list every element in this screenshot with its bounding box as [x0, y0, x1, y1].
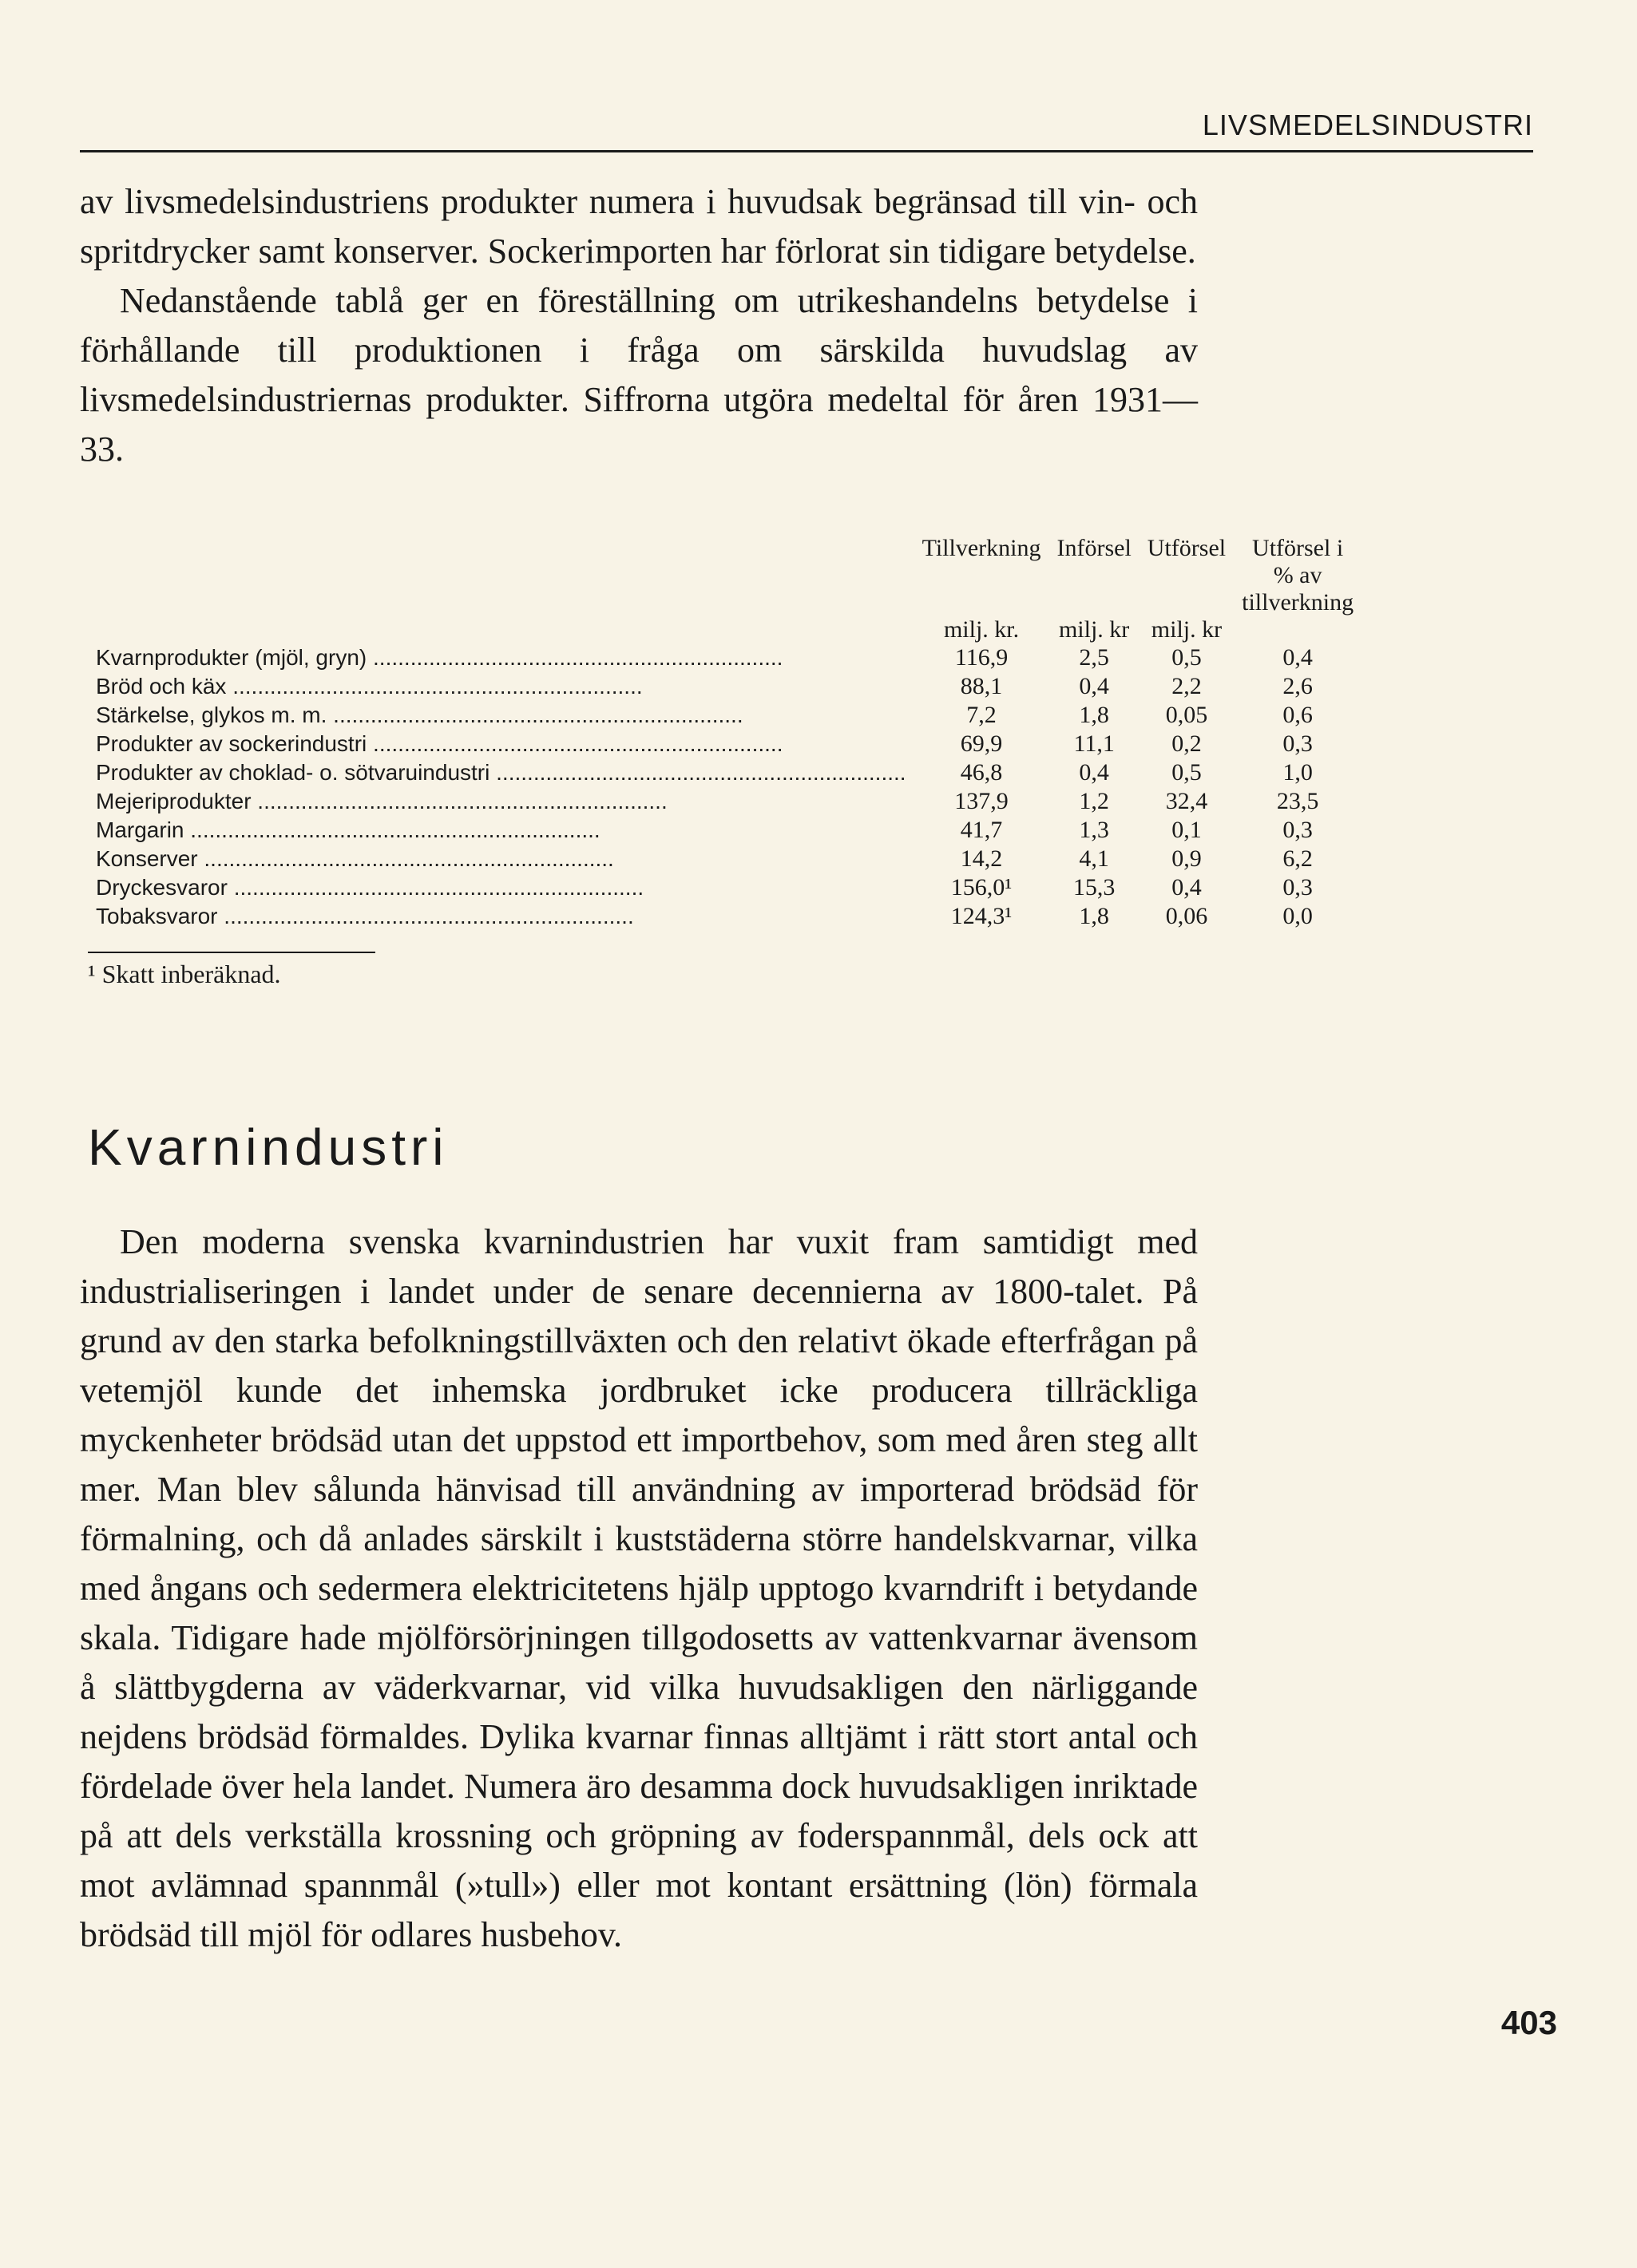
col-header-tillverkning: Tillverkning [922, 535, 1041, 561]
row-value: 0,9 [1171, 845, 1202, 872]
row-value: 1,8 [1079, 903, 1109, 929]
unit-label: milj. kr [1058, 616, 1130, 643]
table-header-row [88, 535, 1362, 616]
unit-label: milj. kr [1151, 616, 1223, 643]
row-value: 6,2 [1282, 845, 1313, 872]
row-value: 2,6 [1282, 673, 1313, 699]
table-row [88, 816, 1362, 845]
row-value: 1,8 [1079, 702, 1109, 728]
table-footnote: ¹ Skatt inberäknad. [88, 952, 375, 989]
intro-paragraph: Nedanstående tablå ger en föreställning om utrikeshandelns betydelse i förhållande till produktionen i fråga om särskilda huvudslag av livsmedelsindustriernas produkter. Siffrorna utgöra medeltal för åren 1931—33. [80, 281, 1198, 469]
row-value: 11,1 [1073, 730, 1115, 757]
table-row [88, 758, 1362, 787]
col-header-utforsel-pct: Utförsel i % av tillverkning [1242, 535, 1354, 615]
row-value: 0,3 [1282, 730, 1313, 757]
row-value: 0,4 [1282, 644, 1313, 671]
page-number: 403 [1500, 2004, 1557, 2041]
table-row [88, 902, 1362, 931]
row-value: 0,3 [1282, 874, 1313, 900]
row-value: 1,3 [1079, 817, 1109, 843]
row-value: 0,05 [1165, 702, 1208, 728]
table-row [88, 701, 1362, 730]
section-body-text [80, 1217, 1198, 1960]
row-value: 137,9 [954, 788, 1009, 814]
row-value: 1,2 [1079, 788, 1109, 814]
row-value: 0,5 [1171, 644, 1202, 671]
row-value: 0,4 [1079, 673, 1109, 699]
intro-paragraph: av livsmedelsindustriens produkter numera i huvudsak begränsad till vin- och spritdrycker samt konserver. Sockerimporten har förlorat sin tidigare betydelse. [80, 182, 1198, 271]
intro-text [80, 177, 1198, 474]
table-body [88, 643, 1362, 931]
row-value: 0,5 [1171, 759, 1202, 786]
row-value: 23,5 [1276, 788, 1319, 814]
row-value: 88,1 [960, 673, 1003, 699]
row-label: Mejeriprodukter ..... [88, 787, 914, 816]
row-value: 116,9 [954, 644, 1009, 671]
table-row [88, 730, 1362, 758]
row-value: 69,9 [960, 730, 1003, 757]
table-units-row [88, 616, 1362, 643]
row-value: 0,6 [1282, 702, 1313, 728]
table-row [88, 873, 1362, 902]
col-header-utforsel: Utförsel [1147, 535, 1227, 561]
running-header-title: LIVSMEDELSINDUSTRI [1202, 109, 1533, 141]
row-value: 0,2 [1171, 730, 1202, 757]
row-value: 124,3¹ [950, 903, 1013, 929]
unit-label: milj. kr. [943, 616, 1020, 643]
row-label: Bröd och käx ..... [88, 672, 914, 701]
row-label: Margarin ..... [88, 816, 914, 845]
row-value: 0,1 [1171, 817, 1202, 843]
row-value: 2,2 [1171, 673, 1202, 699]
row-label: Produkter av choklad- o. sötvaruindustri ..... [88, 758, 914, 787]
row-value: 0,06 [1165, 903, 1208, 929]
row-label: Dryckesvaror ..... [88, 873, 914, 902]
row-value: 32,4 [1165, 788, 1208, 814]
row-label: Tobaksvaror ..... [88, 902, 914, 931]
unit-label [1234, 616, 1362, 643]
table-row [88, 787, 1362, 816]
row-value: 156,0¹ [950, 874, 1013, 900]
row-value: 0,0 [1282, 903, 1313, 929]
row-value: 46,8 [960, 759, 1003, 786]
row-value: 4,1 [1079, 845, 1109, 872]
row-label: Kvarnprodukter (mjöl, gryn) ..... [88, 643, 914, 672]
row-label: Konserver ..... [88, 845, 914, 873]
trade-table-block [88, 535, 1354, 989]
row-value: 2,5 [1079, 644, 1109, 671]
row-label: Produkter av sockerindustri ..... [88, 730, 914, 758]
row-value: 41,7 [960, 817, 1003, 843]
section-heading: Kvarnindustri [88, 1118, 449, 1176]
row-value: 0,4 [1079, 759, 1109, 786]
table-row [88, 672, 1362, 701]
table-row [88, 643, 1362, 672]
col-header-inforsel: Införsel [1056, 535, 1132, 561]
row-value: 15,3 [1072, 874, 1116, 900]
row-value: 1,0 [1282, 759, 1313, 786]
row-value: 0,3 [1282, 817, 1313, 843]
running-header [80, 102, 1533, 152]
row-value: 0,4 [1171, 874, 1202, 900]
row-value: 14,2 [960, 845, 1003, 872]
section-paragraph: Den moderna svenska kvarnindustrien har vuxit fram samtidigt med industrialiseringen i landet under de senare decennierna av 1800-talet. På grund av den starka befolkningstillväxten och den relativt ökade efterfrågan på vetemjöl kunde det inhemska jordbruket icke producera tillräckliga myckenheter brödsäd utan det uppstod ett importbehov, som med åren steg allt mer. Man blev sålunda hänvisad till användning av importerad brödsäd för förmalning, och då anlades särskilt i kuststäderna större handelskvarnar, vilka med ångans och sedermera elektricitetens hjälp upptogo kvarndrift i betydande skala. Tidigare hade mjölförsörjningen tillgodosetts av vattenkvarnar ävensom å slättbygderna av väderkvarnar, vid vilka huvudsakligen den närliggande nejdens brödsäd förmaldes. Dylika kvarnar finnas alltjämt i rätt stort antal och fördelade över hela landet. Numera äro desamma dock huvudsakligen inriktade på att dels verkställa krossning och gröpning av foderspannmål, dels ock att mot avlämnad spannmål (»tull») eller mot kontant ersättning (lön) förmala brödsäd till mjöl för odlares husbehov. [80, 1222, 1198, 1954]
row-value: 7,2 [966, 702, 997, 728]
row-label: Stärkelse, glykos m. m. ..... [88, 701, 914, 730]
trade-table [88, 535, 1362, 931]
table-row [88, 845, 1362, 873]
